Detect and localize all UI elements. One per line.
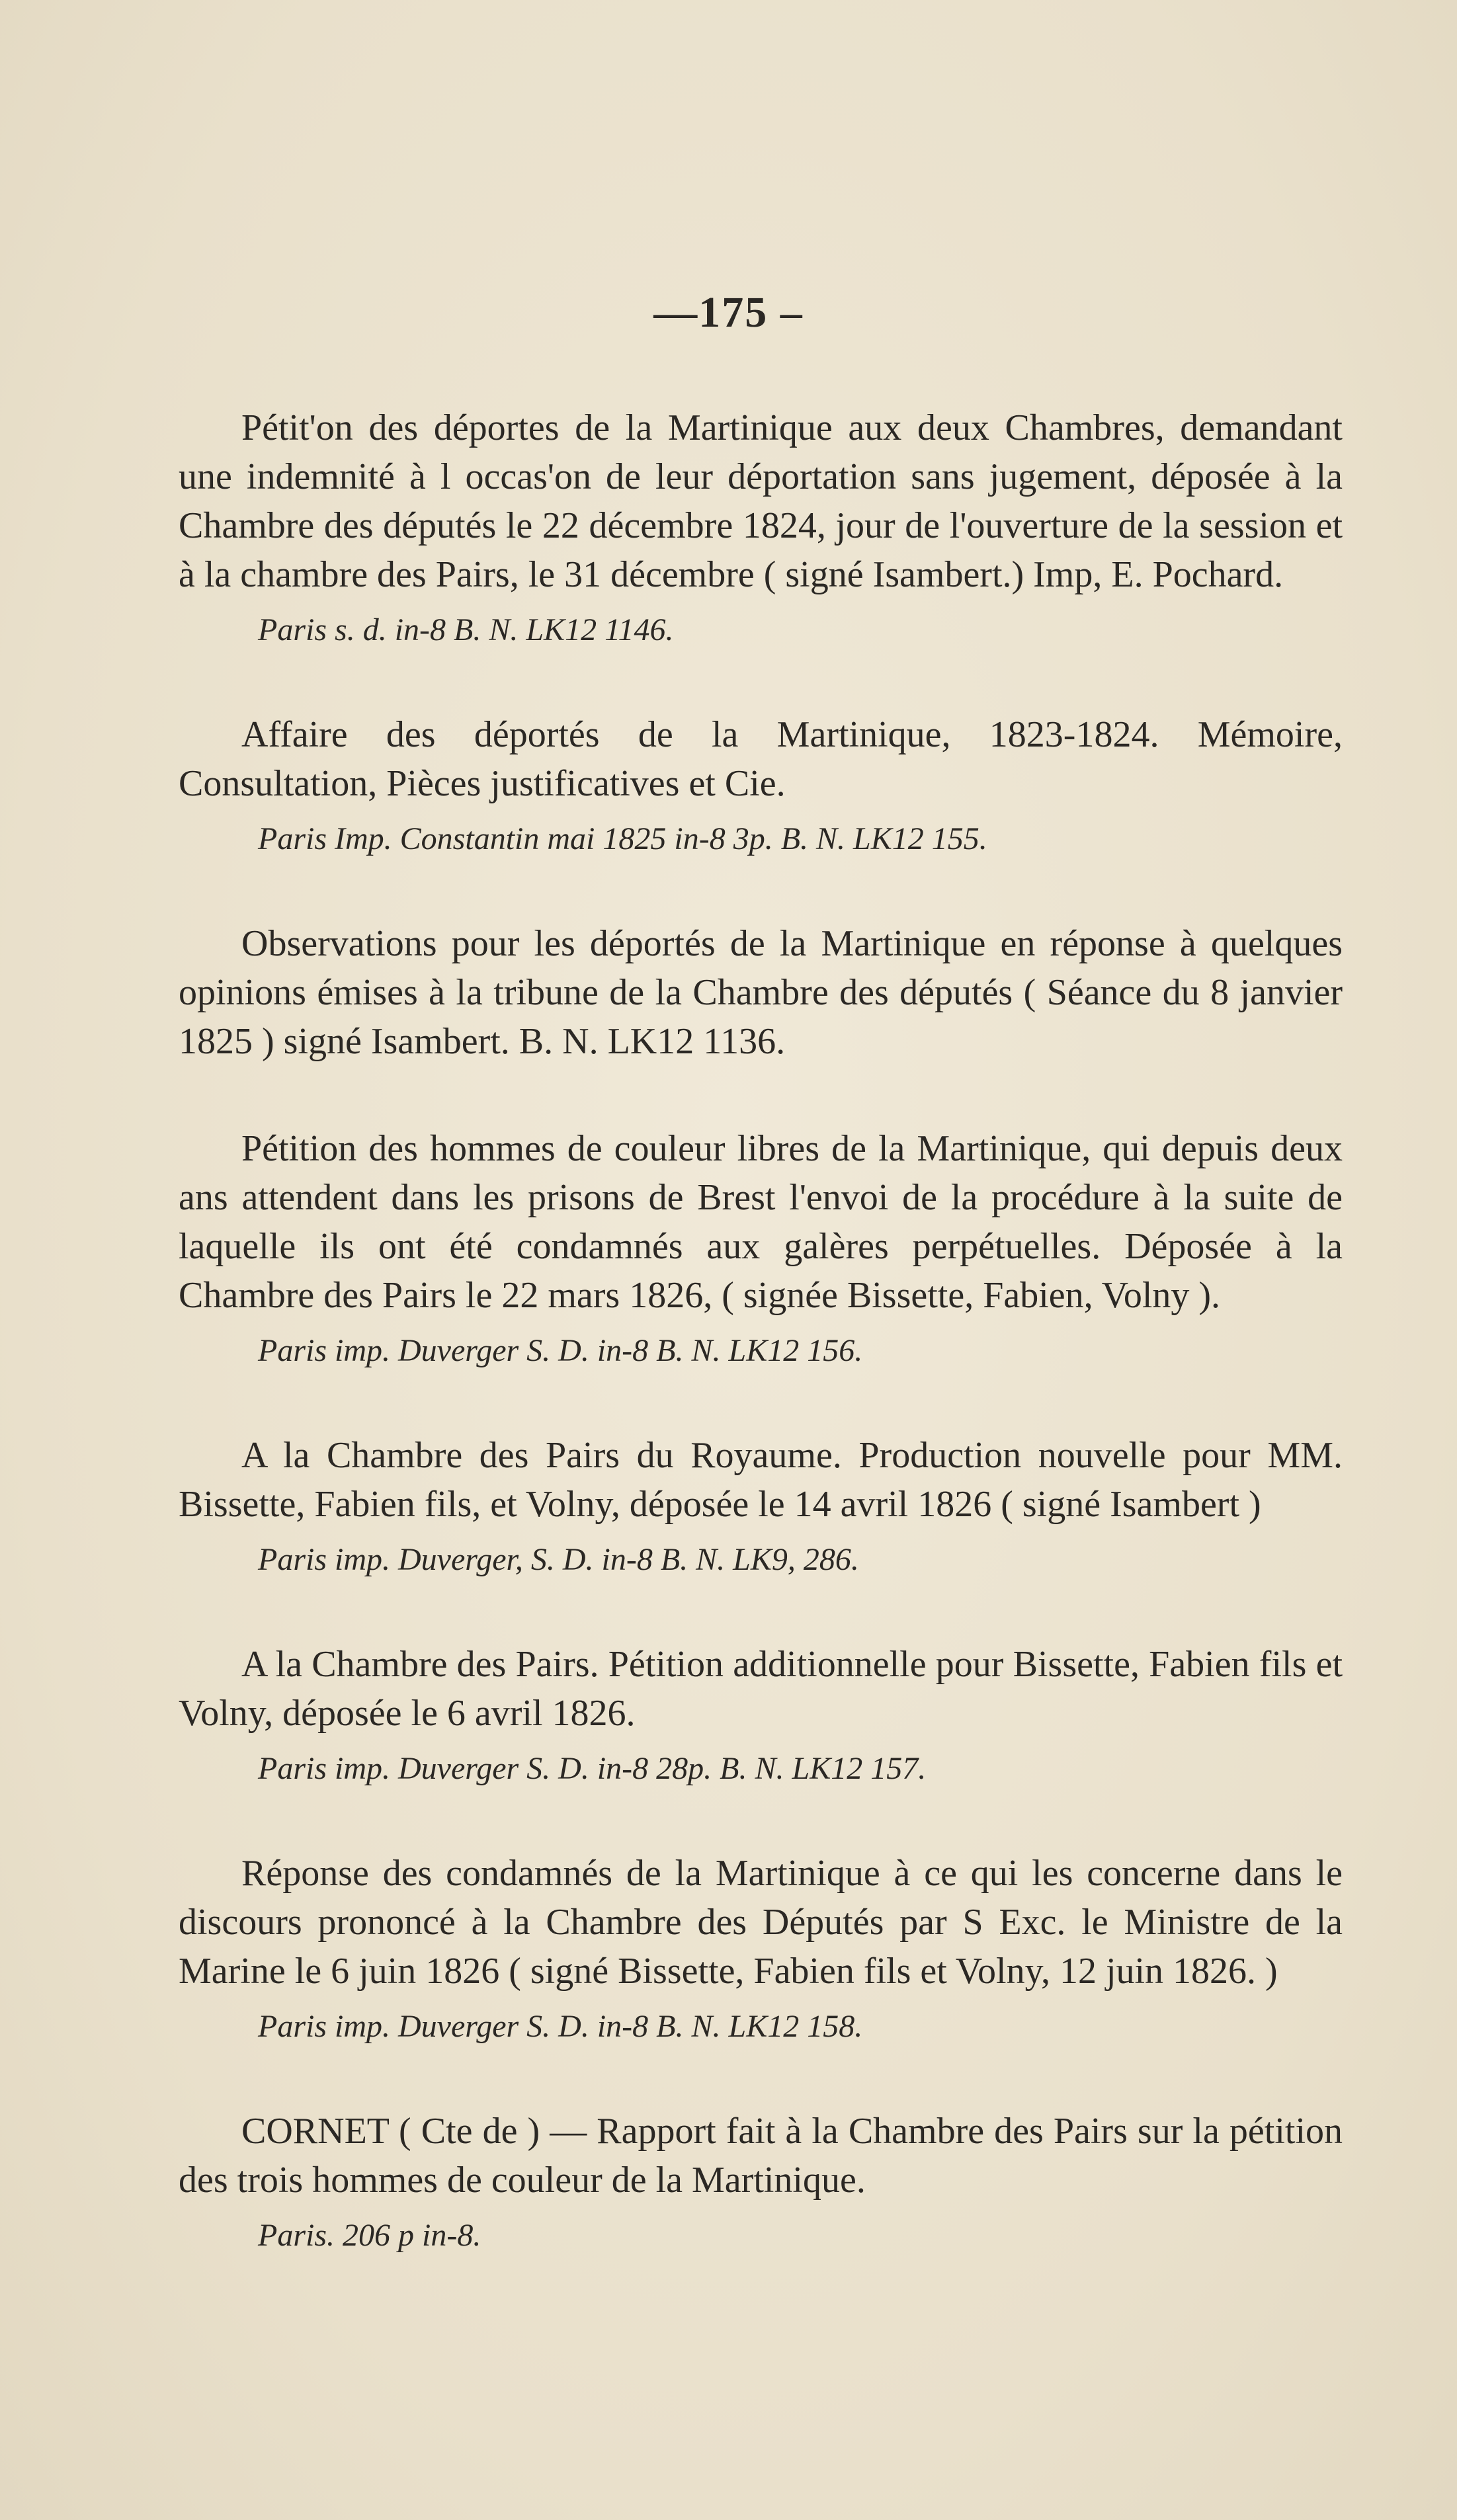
entry-reference: Paris imp. Duverger S. D. in-8 B. N. LK12 158. [258, 2009, 863, 2044]
bibliography-entry-4 [179, 1124, 1343, 1373]
bibliography-entry-1 [179, 403, 1343, 652]
bibliography-entry-2 [179, 710, 1343, 861]
entry-description: CORNET ( Cte de ) — Rapport fait à la Chambre des Pairs sur la pétition des trois hommes de couleur de la Martinique. [179, 2111, 1343, 2201]
bibliography-entry-8 [179, 2107, 1343, 2257]
entry-reference: Paris imp. Duverger, S. D. in-8 B. N. LK9, 286. [258, 1542, 859, 1577]
entry-reference: Paris Imp. Constantin mai 1825 in-8 3p. B. N. LK12 155. [258, 821, 987, 856]
bibliography-list [179, 403, 1343, 2316]
bibliography-entry-5 [179, 1431, 1343, 1582]
entry-description: Observations pour les déportés de la Martinique en réponse à quelques opinions émises à la tribune de la Chambre des députés ( Séance du 8 janvier 1825 ) signé Isambert. B. N. LK12 1136. [179, 923, 1343, 1062]
entry-description: Affaire des déportés de la Martinique, 1823-1824. Mémoire, Consultation, Pièces justificatives et Cie. [179, 714, 1343, 804]
entry-reference: Paris s. d. in-8 B. N. LK12 1146. [258, 612, 674, 647]
entry-reference: Paris imp. Duverger S. D. in-8 B. N. LK12 156. [258, 1333, 863, 1368]
entry-description: A la Chambre des Pairs. Pétition additionnelle pour Bissette, Fabien fils et Volny, déposée le 6 avril 1826. [179, 1644, 1343, 1734]
bibliography-entry-6 [179, 1640, 1343, 1791]
bibliography-entry-3 [179, 919, 1343, 1066]
entry-description: Réponse des condamnés de la Martinique à ce qui les concerne dans le discours prononcé à la Chambre des Députés par S Exc. le Ministre de la Marine le 6 juin 1826 ( signé Bissette, Fabien fils et Volny, 12 juin 1826. ) [179, 1853, 1343, 1992]
page-number: —175 – [653, 288, 804, 337]
entry-reference: Paris. 206 p in-8. [258, 2218, 481, 2253]
entry-description: A la Chambre des Pairs du Royaume. Production nouvelle pour MM. Bissette, Fabien fils, et Volny, déposée le 14 avril 1826 ( signé Isambert ) [179, 1435, 1343, 1525]
bibliography-entry-7 [179, 1849, 1343, 2049]
entry-reference: Paris imp. Duverger S. D. in-8 28p. B. N. LK12 157. [258, 1751, 927, 1786]
entry-description: Pétition des hommes de couleur libres de la Martinique, qui depuis deux ans attendent dans les prisons de Brest l'envoi de la procédure à la suite de laquelle ils ont été condamnés aux galères perpétuelles. Déposée à la Chambre des Pairs le 22 mars 1826, ( signée Bissette, Fabien, Volny ). [179, 1128, 1343, 1316]
entry-description: Pétit'on des déportes de la Martinique aux deux Chambres, demandant une indemnité à l occas'on de leur déportation sans jugement, déposée à la Chambre des députés le 22 décembre 1824, jour de l'ouverture de la session et à la chambre des Pairs, le 31 décembre ( signé Isambert.) Imp, E. Pochard. [179, 407, 1343, 595]
